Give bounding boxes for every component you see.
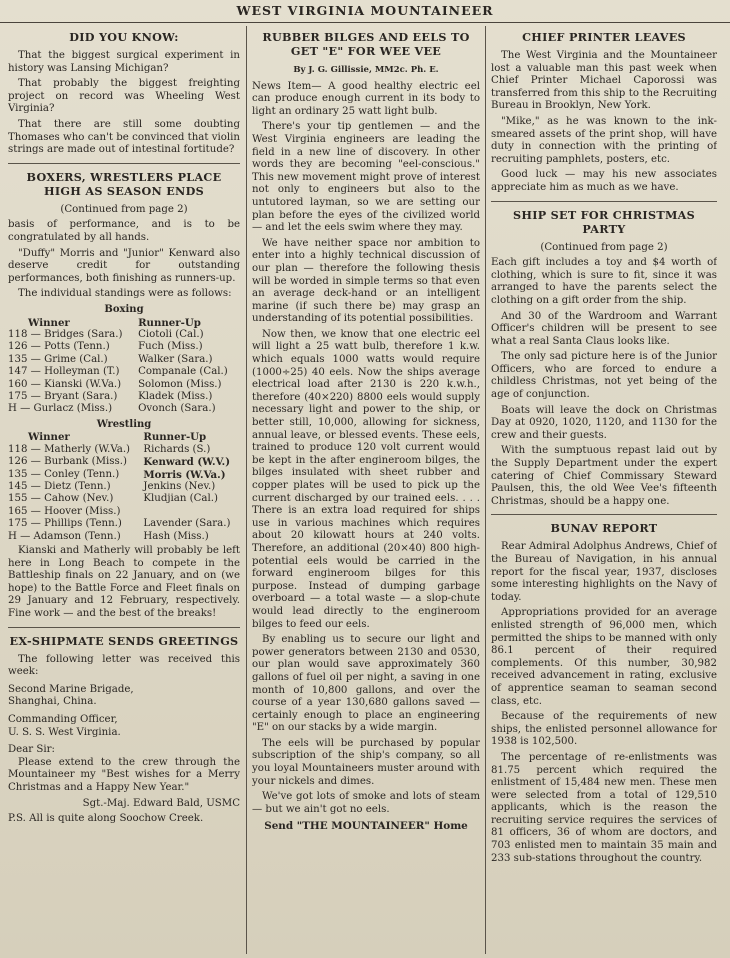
table-row: [8, 366, 240, 378]
table-row: [8, 531, 240, 543]
winner-cell: 160 — Kianski (W.Va.): [8, 378, 122, 390]
table-row: [8, 444, 240, 456]
article-paragraph: The only sad picture here is of the Junior Officers, who are forced to endure a childless Christmas, not yet being of the age of conjunction.: [491, 351, 717, 401]
runnerup-cell: Solomon (Miss.): [138, 378, 222, 390]
article-paragraph: Boats will leave the dock on Christmas Day at 0920, 1020, 1120, and 1130 for the crew and their guests.: [491, 404, 717, 441]
chief-printer-heading: CHIEF PRINTER LEAVES: [522, 30, 686, 44]
address-line: Commanding Officer,: [8, 713, 118, 725]
runnerup-cell: Companale (Cal.): [138, 366, 228, 378]
bunav-heading: BUNAV REPORT: [550, 521, 658, 536]
runnerup-cell: Hash (Miss.): [143, 530, 209, 542]
christmas-party-heading: SHIP SET FOR CHRISTMAS PARTY: [512, 207, 696, 236]
table-row: [8, 341, 240, 353]
winner-cell: 118 — Matherly (W.Va.): [8, 443, 131, 455]
column-2: [252, 26, 480, 954]
runnerup-cell: Jenkins (Nev.): [143, 480, 216, 492]
column-divider-1: [246, 26, 247, 954]
article-paragraph: The following letter was received this week:: [8, 653, 240, 678]
article-paragraph: basis of performance, and is to be congratulated by all hands.: [8, 219, 240, 243]
winner-cell: 118 — Bridges (Sara.): [8, 328, 123, 340]
winner-cell: 147 — Holleyman (T.): [8, 366, 120, 378]
did-you-know-item: That there are still some doubting Thomases who can't be convinced that violin strings are made out of intestinal fortitude?: [8, 118, 240, 156]
article-paragraph: Rear Admiral Adolphus Andrews, Chief of the Bureau of Navigation, in his annual report for the fiscal year, 1937, discloses some interesting highlights on the Navy of today.: [491, 541, 717, 603]
winner-cell: 126 — Potts (Tenn.): [8, 341, 110, 353]
runnerup-cell: Ovonch (Sara.): [138, 403, 216, 415]
article-paragraph: By enabling us to secure our light and power generators between 2130 and 0530, our plan would save approximately 360 gallons of fuel oil per night, a saving in one month of 10,800 gallons, and over the course of a year 130,680 gallons saved — certainly enough to place an engineering "E" on our stacks by a wide margin.: [252, 634, 480, 734]
eels-heading: RUBBER BILGES AND EELS TO GET "E" FOR WEE VEE: [262, 30, 470, 58]
runnerup-header: Runner-Up: [143, 431, 207, 444]
section-divider: [491, 514, 717, 515]
article-paragraph: We've got lots of smoke and lots of steam — but we ain't got no eels.: [252, 791, 480, 815]
table-row: [8, 493, 240, 505]
article-paragraph: "Duffy" Morris and "Junior" Kenward also deserve credit for outstanding performances, both finishing as runners-up.: [8, 247, 240, 284]
address-line: U. S. S. West Virginia.: [8, 726, 121, 738]
signature: Sgt.-Maj. Edward Bald, USMC: [82, 797, 240, 809]
article-paragraph: There's your tip gentlemen — and the West Virginia engineers are leading the field in a new line of discovery. In other words they are becoming "eel-conscious." This new movement might prove of interest not only to engineers but also to the untutored layman, so we are setting our plan before the eyes of the civilized world — and let the eels swim where they may.: [252, 121, 480, 234]
table-row: [8, 329, 240, 341]
winner-cell: 135 — Conley (Tenn.): [8, 468, 120, 480]
table-header-row: [8, 431, 240, 443]
continued-note: (Continued from page 2): [60, 203, 188, 215]
wrestling-standings-table: [8, 431, 240, 543]
table-row: [8, 391, 240, 403]
column-divider-2: [485, 26, 486, 954]
article-paragraph: The individual standings were as follows:: [18, 288, 232, 300]
ex-shipmate-heading: EX-SHIPMATE SENDS GREETINGS: [9, 633, 239, 648]
salutation: Dear Sir:: [8, 744, 55, 756]
winner-cell: 165 — Hoover (Miss.): [8, 505, 121, 517]
runnerup-cell: Richards (S.): [143, 443, 211, 455]
letter-body: Please extend to the crew through the Mountaineer my "Best wishes for a Merry Christmas and a Happy New Year.": [8, 756, 240, 793]
winner-cell: 155 — Cahow (Nev.): [8, 493, 114, 505]
section-divider: [8, 627, 240, 628]
did-you-know-heading: DID YOU KNOW:: [69, 30, 179, 44]
article-paragraph: The West Virginia and the Mountaineer lost a valuable man this past week when Chief Printer Michael Caporossi was transferred from this ship to the Recruiting Bureau in Brooklyn, New York.: [491, 50, 717, 112]
winner-cell: 126 — Burbank (Miss.): [8, 456, 127, 468]
winner-header: Winner: [28, 431, 70, 444]
masthead: WEST VIRGINIA MOUNTAINEER: [0, 0, 730, 23]
runnerup-cell: Kludjian (Cal.): [143, 493, 218, 505]
address-line: Second Marine Brigade,: [8, 683, 134, 695]
runnerup-cell: Morris (W.Va.): [143, 468, 226, 481]
article-paragraph: Good luck — may his new associates appreciate him as much as we have.: [491, 169, 717, 193]
runnerup-cell: Kladek (Miss.): [138, 390, 213, 402]
runnerup-cell: Walker (Sara.): [138, 353, 213, 365]
table-row: [8, 481, 240, 493]
winner-cell: H — Adamson (Tenn.): [8, 530, 121, 542]
runnerup-cell: [143, 506, 240, 518]
boxing-standings-table: [8, 317, 240, 416]
runnerup-cell: Lavender (Sara.): [143, 518, 231, 530]
article-paragraph: The eels will be purchased by popular subscription of the ship's company, so all you loyal Mountaineers muster around with your nickels and dimes.: [252, 737, 480, 787]
article-paragraph: Appropriations provided for an average enlisted strength of 96,000 men, which permitted the ships to be manned with only 86.1 percent of their required complements. Of this number, 30,982 received advancement in rating, exclusive of apprentice seaman to seaman second class, etc.: [491, 607, 717, 707]
table-header-row: [8, 317, 240, 329]
table-row: [8, 354, 240, 366]
article-paragraph: We have neither space nor ambition to enter into a highly technical discussion of our plan — therefore the following thesis will be worded in simple terms so that even an average deck-hand or an intelligent marine (if such there be) may grasp an understanding of its potential possibilities.: [252, 237, 480, 325]
section-divider: [491, 201, 717, 202]
column-3: [491, 26, 717, 954]
winner-cell: 145 — Dietz (Tenn.): [8, 480, 111, 492]
table-row: [8, 456, 240, 468]
byline: By J. G. Gillissie, MM2c. Ph. E.: [293, 65, 439, 75]
address-line: Shanghai, China.: [8, 696, 97, 708]
table-row: [8, 469, 240, 481]
table-row: [8, 379, 240, 391]
article-paragraph: News Item— A good healthy electric eel can produce enough current in its body to light an ordinary 25 watt light bulb.: [252, 80, 480, 117]
runnerup-header: Runner-Up: [138, 316, 201, 329]
article-paragraph: The percentage of re-enlistments was 81.75 percent which required the enlistment of 15,484 new men. These men were selected from a total of 129,510 applicants, which is the reason the recruiting service requires the services of 81 officers, 36 of whom are doctors, and 703 enlisted men to maintain 35 main and 233 sub-stations throughout the country.: [491, 751, 717, 864]
section-divider: [8, 163, 240, 164]
boxing-subheading: Boxing: [104, 303, 144, 315]
article-paragraph: Each gift includes a toy and $4 worth of clothing, which is sure to fit, since it was arranged to have the parents select the clothing on a gift order from the ship.: [491, 257, 717, 306]
did-you-know-item: That the biggest surgical experiment in history was Lansing Michigan?: [8, 50, 240, 74]
did-you-know-item: That probably the biggest freighting project on record was Wheeling West Virginia?: [8, 78, 240, 115]
column-1: [8, 26, 240, 954]
table-row: [8, 506, 240, 518]
runnerup-cell: Ciotoli (Cal.): [138, 328, 204, 340]
postscript: P.S. All is quite along Soochow Creek.: [8, 813, 204, 825]
boxers-heading: BOXERS, WRESTLERS PLACE HIGH AS SEASON ENDS: [26, 169, 222, 198]
article-paragraph: With the sumptuous repast laid out by the Supply Department under the expert catering of Chief Commissary Steward Paulsen, this, the old Wee Vee's fifteenth Christmas, should be a happy one.: [491, 445, 717, 507]
winner-cell: H — Gurlacz (Miss.): [8, 403, 113, 415]
article-paragraph: Kianski and Matherly will probably be left here in Long Beach to compete in the Battleship finals on 22 January, and on (we hope) to the Battle Force and Fleet finals on 29 January and 12 February, respectively. Fine work — and the best of the breaks!: [8, 545, 240, 619]
winner-cell: 175 — Phillips (Tenn.): [8, 518, 122, 530]
article-paragraph: And 30 of the Wardroom and Warrant Officer's children will be present to see what a real Santa Claus looks like.: [491, 310, 717, 347]
runnerup-cell: Fuch (Miss.): [138, 341, 203, 353]
winner-header: Winner: [28, 316, 70, 329]
table-row: [8, 403, 240, 415]
runnerup-cell: Kenward (W.V.): [143, 456, 231, 469]
continued-note: (Continued from page 2): [540, 241, 668, 253]
article-paragraph: "Mike," as he was known to the ink-smeared assets of the print shop, will have duty in connection with the printing of recruiting pamphlets, posters, etc.: [491, 115, 717, 165]
winner-cell: 135 — Grime (Cal.): [8, 353, 108, 365]
send-home-note: Send "THE MOUNTAINEER" Home: [264, 820, 468, 833]
article-paragraph: Because of the requirements of new ships, the enlisted personnel allowance for 1938 is 102,500.: [491, 711, 717, 748]
table-row: [8, 518, 240, 530]
article-paragraph: Now then, we know that one electric eel will light a 25 watt bulb, therefore 1 k.w. which equals 1000 watts would require (1000÷25) 40 eels. Now the ships average electrical load after 2130 is 220 k.w.h., therefore (40×220) 8800 eels would supply necessary light and power to the ship, or better still, 10,000, allowing for sickness, annual leave, or blessed events. These eels, trained to produce 120 volt current would be kept in the after engineroom bilges, the bilges insulated with sheet rubber and copper plates will be used to pick up the current discharged by our trained eels. . . . There is an extra load required for ships use in various machines which requires about 20 kilowatt hours at 240 volts. Therefore, an additional (20×40) 800 high-potential eels would be carried in the forward engineroom bilges for this purpose. Instead of dumping garbage overboard — a total waste — a slop-chute would lead directly to the engineroom bilges to feed our eels.: [252, 328, 480, 630]
wrestling-subheading: Wrestling: [96, 418, 152, 430]
winner-cell: 175 — Bryant (Sara.): [8, 390, 118, 402]
